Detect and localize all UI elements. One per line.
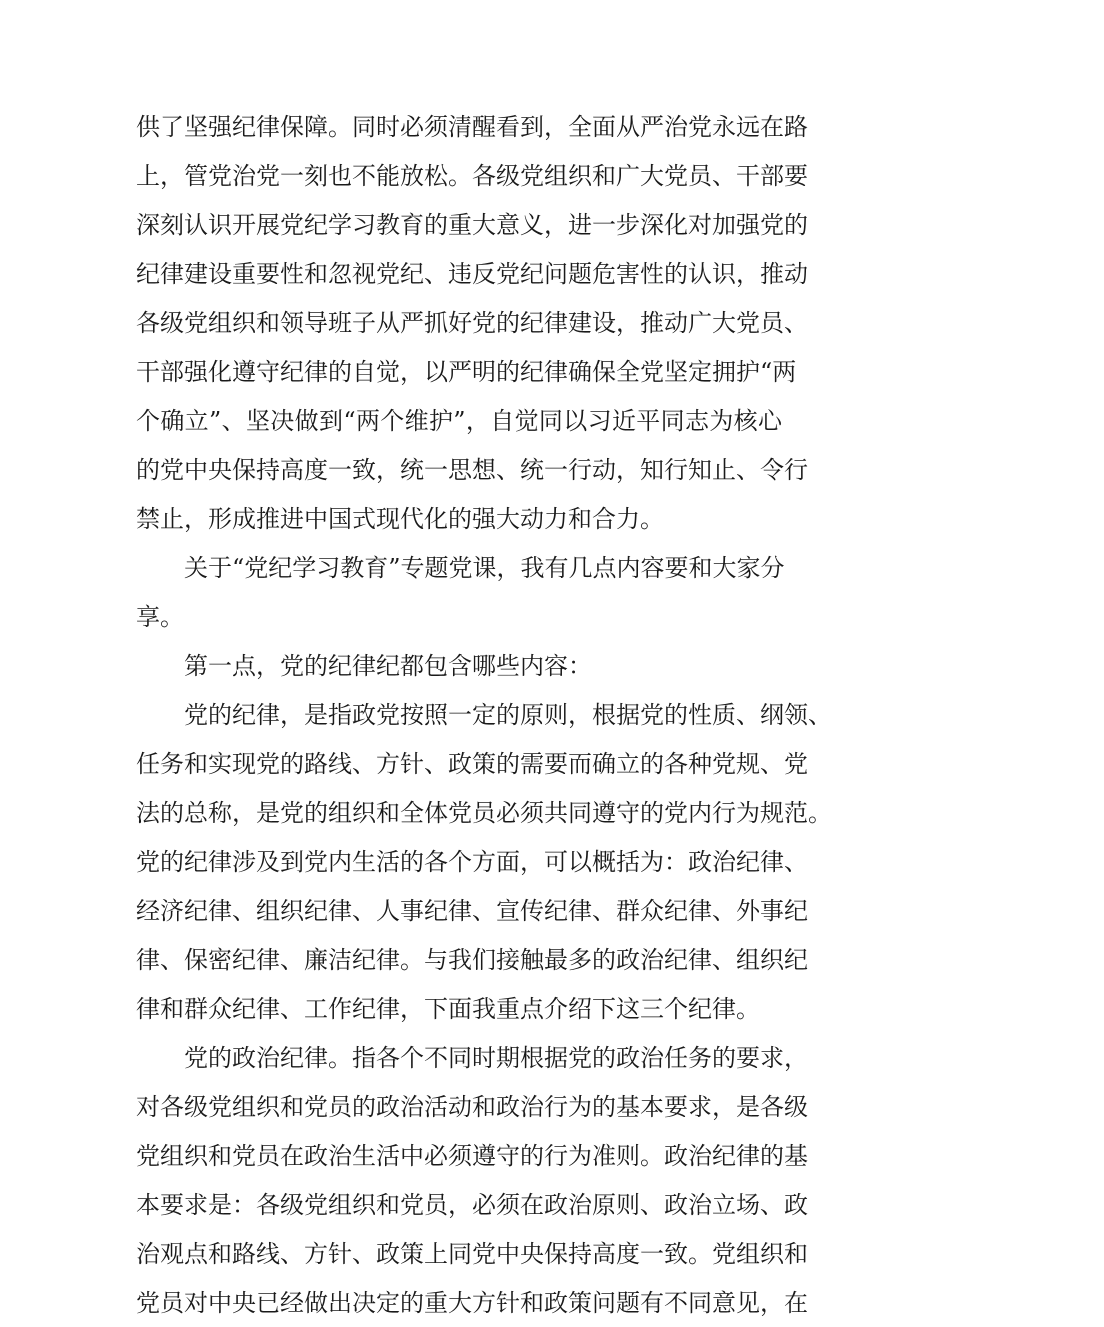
text-line: 法的总称，是党的组织和全体党员必须共同遵守的党内行为规范。 [136,799,832,827]
text-line: 对各级党组织和党员的政治活动和政治行为的基本要求，是各级 [136,1093,808,1121]
section-heading: 第一点，党的纪律纪都包含哪些内容： [184,652,592,680]
text-line: 个确立”、坚决做到“两个维护”，自觉同以习近平同志为核心 [136,407,782,435]
text-line: 干部强化遵守纪律的自觉，以严明的纪律确保全党坚定拥护“两 [136,358,797,386]
text-line: 禁止，形成推进中国式现代化的强大动力和合力。 [136,505,664,533]
text-line: 律、保密纪律、廉洁纪律。与我们接触最多的政治纪律、组织纪 [136,946,808,974]
text-line: 党的纪律涉及到党内生活的各个方面，可以概括为：政治纪律、 [136,848,808,876]
text-line: 上，管党治党一刻也不能放松。各级党组织和广大党员、干部要 [136,162,808,190]
text-line: 律和群众纪律、工作纪律，下面我重点介绍下这三个纪律。 [136,995,760,1023]
text-line: 经济纪律、组织纪律、人事纪律、宣传纪律、群众纪律、外事纪 [136,897,808,925]
text-line: 党组织和党员在政治生活中必须遵守的行为准则。政治纪律的基 [136,1142,808,1170]
text-line: 任务和实现党的路线、方针、政策的需要而确立的各种党规、党 [136,750,808,778]
text-line: 各级党组织和领导班子从严抓好党的纪律建设，推动广大党员、 [136,309,808,337]
text-line: 深刻认识开展党纪学习教育的重大意义，进一步深化对加强党的 [136,211,808,239]
text-line: 关于“党纪学习教育”专题党课，我有几点内容要和大家分 [184,554,785,582]
text-line: 治观点和路线、方针、政策上同党中央保持高度一致。党组织和 [136,1240,808,1268]
text-line: 党的纪律，是指政党按照一定的原则，根据党的性质、纲领、 [184,701,832,729]
text-line: 纪律建设重要性和忽视党纪、违反党纪问题危害性的认识，推动 [136,260,808,288]
text-line: 党员对中央已经做出决定的重大方针和政策问题有不同意见，在 [136,1289,808,1317]
text-line: 本要求是：各级党组织和党员，必须在政治原则、政治立场、政 [136,1191,808,1219]
text-line: 享。 [136,603,184,631]
text-line: 的党中央保持高度一致，统一思想、统一行动，知行知止、令行 [136,456,808,484]
text-line: 党的政治纪律。指各个不同时期根据党的政治任务的要求， [184,1044,808,1072]
text-line: 供了坚强纪律保障。同时必须清醒看到，全面从严治党永远在路 [136,113,808,141]
